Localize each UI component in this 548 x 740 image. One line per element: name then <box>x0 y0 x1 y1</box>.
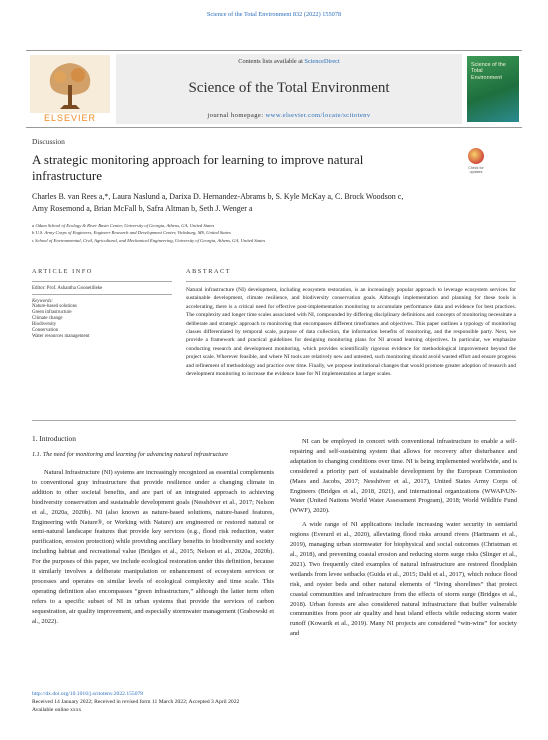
article-info-heading: ARTICLE INFO <box>32 268 93 275</box>
doi-link[interactable]: http://dx.doi.org/10.1016/j.scitotenv.2022.155078 <box>32 691 144 697</box>
elsevier-logo[interactable] <box>30 55 110 123</box>
keyword-item[interactable]: Conservation <box>32 328 59 334</box>
divider <box>186 281 516 282</box>
authors-line-2[interactable]: Amy Rosemond a, Brian McFall b, Safra Altman b, Seth J. Wenger a <box>32 204 253 213</box>
article-title: A strategic monitoring approach for learning to improve natural infrastructure <box>32 152 364 183</box>
keywords-label: Keywords: <box>32 299 54 304</box>
tree-emblem-icon <box>30 55 110 113</box>
journal-header <box>26 50 522 128</box>
abstract-text: Natural infrastructure (NI) development, including ecosystem restoration, is an increasingly popular approach to leverage ecosystem services for sustainable development, climate resilience, and biodiversity conservation goals. Although implementation and planning for these tools is accelerating, there is a critical need for effective post-implementation monitoring to accumulate performance data and evidence for best practices. The complexity and longer time scales associated with NI, compounded by differing disciplinary definitions and concepts of monitoring necessitate a deliberate and strategic approach to monitoring that encompasses different timeframes and objectives. This paper outlines a typology of monitoring classes differentiated by temporal scale, purpose of data collection, the information benefits of monitoring, and the responsible party. Next, we provide a framework and practical guidelines for designing monitoring plans for NI around learning objectives. In particular, we emphasize conducting research and development monitoring, which provides scientifically rigorous evidence for methodological improvement beyond the project scale. Wherever feasible, and where NI tools are relatively new and untested, such monitoring should avoid wasted effort and ensure progress and refinement of methodology and practice over time. Finally, we propose institutional changes that would promote greater adoption of research and development monitoring to increase the evidence base for NI implementation at larger scales. <box>186 287 516 378</box>
abstract-heading: ABSTRACT <box>186 268 232 275</box>
editor-line: Editor: Prof. Ashantha Goonetilleke <box>32 286 103 291</box>
article-section-type: Discussion <box>32 137 65 146</box>
body-column-right <box>290 437 517 639</box>
body-paragraph: Natural Infrastructure (NI) systems are increasingly recognized as essential complements to conventional gray infrastructure that provide resilience under a changing climate in addition to other societal benefits, and are part of an integrated approach to achieving biodiversity conservation and sustainable development goals (Nesshöver et al., 2017; Nelson et al., 2020a, 2020b). NI (also known as nature-based solutions, nature-based features, Engineering with Nature®, or Working with Nature) are engineered or restored natural or semi-natural landscape features that provide key services (e.g., flood risk reduction, water purification, erosion protection) while providing ancillary benefits to biodiversity and society including habitat and recreational value (Bridges et al., 2015; Nelson et al., 2020a, 2020b). For the purposes of this paper, we include ecological restoration under this definition, because it similarly involves a deliberate manipulation or enhancement of ecosystem services or processes and operates on similar levels of ecological complexity and time scale. This operating definition also encompasses “green infrastructure,” although the latter term often refers to a specific subset of NI in urban systems that provide the services of carbon sequestration, air quality improvement, and especially stormwater management (Grabowski et al., 2022). <box>32 469 274 625</box>
article-footer <box>32 690 272 714</box>
body-column-left <box>32 468 274 627</box>
received-dates: Received 14 January 2022; Received in revised form 11 March 2022; Accepted 3 April 2022 <box>32 699 240 705</box>
journal-title: Science of the Total Environment <box>188 80 390 96</box>
keyword-item[interactable]: Nature-based solutions <box>32 304 77 309</box>
check-updates-label: Check for updates <box>468 166 484 174</box>
author-list <box>32 191 522 215</box>
body-paragraph: NI can be employed in concert with conventional infrastructure to enable a self-repairing and self-sustaining system that allows for recovery after disturbance and adaptation to changing conditions over time. NI is being implemented worldwide, and is considered a priority part of sustainable development by the European Commission (Maes and Jacobs, 2017; Nesshöver et al., 2017), United States Army Corps of Engineers (Bridges et al., 2018, 2021), and international organizations (WWAP/UN-Water (United Nations World Water Assessment Program), 2018; World Wildlife Fund (WWF), 2020). <box>290 438 517 515</box>
body-paragraph: A wide range of NI applications include increasing water security in semiarid regions (Everard et al., 2020), alleviating flood risks around rivers (Hartmann et al., 2019), managing urban stormwater for biophysical and social outcomes (Christman et al., 2018), and preventing coastal erosion and reducing storm surge risks (Slinger et al., 2021). Two frequently cited examples of natural infrastructure are restored floodplain wetlands from levee setbacks (Guida et al., 2015; Dahl et al., 2017), which reduce flood risk, and oyster beds and other natural elements of “living shorelines” that protect coastal communities and infrastructure from the effects of storm surge (Bridges et al., 2018). Urban forests are also considered natural infrastructure that buffer vulnerable communities from poor air quality and heat island effects while reducing storm water runoff (Kowarik et al., 2019). Many NI projects are considered “win-wins” for society and <box>290 521 517 638</box>
divider <box>32 294 172 295</box>
sciencedirect-link[interactable]: ScienceDirect <box>304 58 340 65</box>
affiliation-a: a Odum School of Ecology & River Basin Center, University of Georgia, Athens, GA, United States <box>32 223 215 228</box>
check-for-updates-button[interactable] <box>463 148 489 174</box>
keyword-item[interactable]: Green infrastructure <box>32 310 72 316</box>
affiliation-b: b U.S. Army Corps of Engineers, Engineer Research and Development Center, Vicksburg, MS, United States <box>32 230 231 236</box>
affiliation-c: c School of Environmental, Civil, Agricultural, and Mechanical Engineering, University of Georgia, Athens, GA, United States <box>32 237 266 243</box>
check-updates-icon <box>468 148 484 164</box>
keyword-item[interactable]: Biodiversity <box>32 322 57 328</box>
contents-line <box>116 58 462 65</box>
homepage-link[interactable]: www.elsevier.com/locate/scitotenv <box>265 112 371 119</box>
affiliations <box>32 222 522 244</box>
journal-cover-thumbnail[interactable] <box>467 56 519 122</box>
authors-line-1[interactable]: Charles B. van Rees a,*, Laura Naslund a, Darixa D. Hernandez-Abrams b, S. Kyle McKay a, C. Brock Woodson c, <box>32 192 404 201</box>
available-online: Available online xxxx <box>32 707 82 713</box>
cover-title: Science of the Total Environment <box>471 62 506 81</box>
keyword-item[interactable]: Water resources management <box>32 334 90 340</box>
journal-homepage <box>116 112 462 119</box>
homepage-prefix: journal homepage: <box>207 112 266 119</box>
subsection-heading: 1.1. The need for monitoring and learning for advancing natural infrastructure <box>32 451 229 458</box>
abstract-panel <box>186 268 516 378</box>
article-info-panel <box>32 268 172 341</box>
keyword-item[interactable]: Climate change <box>32 316 63 322</box>
divider <box>32 281 172 282</box>
divider <box>32 420 516 421</box>
section-heading: 1. Introduction <box>32 434 76 443</box>
header-band <box>116 54 462 124</box>
contents-prefix: Contents lists available at <box>238 58 305 65</box>
journal-reference[interactable]: Science of the Total Environment 832 (2022) 155078 <box>206 11 342 18</box>
elsevier-wordmark: ELSEVIER <box>43 113 97 123</box>
